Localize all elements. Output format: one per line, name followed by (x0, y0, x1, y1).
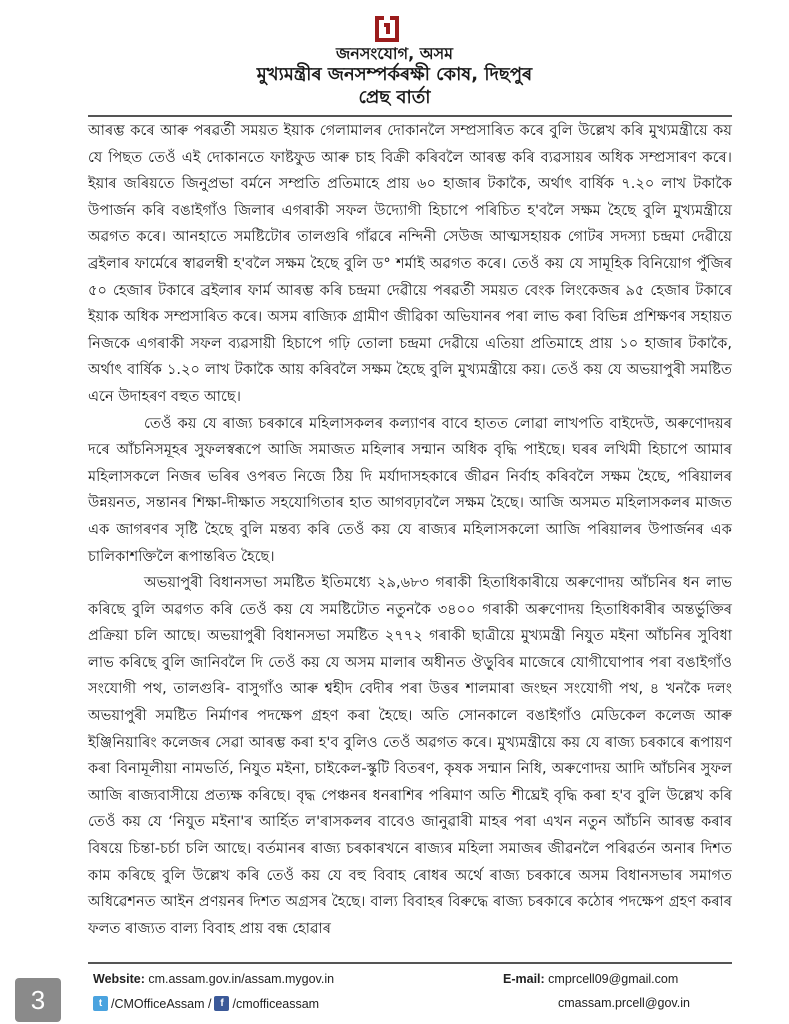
page-number-badge: 3 (15, 978, 61, 1022)
paragraph: তেওঁ কয় যে ৰাজ্য চৰকাৰে মহিলাসকলৰ কল্যাণৰ বাবে হাতত লোৱা লাখপতি বাইদেউ, অৰুণোদয়ৰ দৰে আঁচনিসমূহৰ সুফলস্বৰূপে আজি সমাজত মহিলাৰ সন্মান অধিক বৃদ্ধি পাইছে। ঘৰৰ লখিমী হিচাপে আমাৰ মহিলাসকলে নিজৰ ভৰিৰ ওপৰত নিজে ঠিয় দি মৰ্যাদাসহকাৰে জীৱন নিৰ্বাহ কৰিবলৈ সক্ষম হৈছে, পৰিয়ালৰ উন্নয়নত, সন্তানৰ শিক্ষা-দীক্ষাত সহযোগিতাৰ হাত আগবঢ়াবলৈ সক্ষম হৈছে। আজি অসমত মহিলাসকলৰ মাজত এক জাগৰণৰ সৃষ্টি হৈছে বুলি মন্তব্য কৰি তেওঁ কয় যে ৰাজ্যৰ মহিলাসকলো আজি পৰিয়ালৰ উপাৰ্জনৰ এক চালিকাশক্তিলৈ ৰূপান্তৰিত হৈছে। (88, 414, 732, 565)
email-link[interactable]: cmprcell09@gmail.com (544, 972, 679, 986)
press-release-body (88, 118, 732, 942)
facebook-icon: f (214, 996, 229, 1011)
organization-name: জনসংযোগ, অসম (335, 44, 454, 63)
email-secondary-link[interactable]: cmassam.prcell@gov.in (558, 996, 690, 1010)
email-line (503, 972, 678, 986)
paragraph: অভয়াপুৰী বিধানসভা সমষ্টিত ইতিমধ্যে ২৯,৬৮৩ গৰাকী হিতাধিকাৰীয়ে অৰুণোদয় আঁচনিৰ ধন লাভ কৰিছে বুলি অৱগত কৰি তেওঁ কয় যে সমষ্টিটোত নতুনকৈ ৩৪০০ গৰাকী অৰুণোদয় হিতাধিকাৰীৰ অন্তৰ্ভুক্তিৰ প্ৰক্ৰিয়া চলি আছে। অভয়াপুৰী বিধানসভা সমষ্টিত ২৭৭২ গৰাকী ছাত্ৰীয়ে মুখ্যমন্ত্ৰী নিযুত মইনা আঁচনিৰ সুবিধা লাভ কৰিছে বুলি জানিবলৈ দি তেওঁ কয় যে অসম মালাৰ অধীনত ঔড়ুবিৰ মাজেৰে যোগীঘোপাৰ পৰা বঙাইগাঁও সংযোগী পথ, তালগুৰি- বাসুগাঁও আৰু শ্বহীদ বেদীৰ পৰা উত্তৰ শালমাৰা জংছন সংযোগী পথ, ৪ খনকৈ দলং অভয়াপুৰী সমষ্টিত নিৰ্মাণৰ পদক্ষেপ গ্ৰহণ কৰা হৈছে। অতি সোনকালে বঙাইগাঁও মেডিকেল কলেজ আৰু ইঞ্জিনিয়াৰিং কলেজৰ সেৱা আৰম্ভ কৰা হ'ব বুলিও তেওঁ অৱগত কৰে। মুখ্যমন্ত্ৰীয়ে কয় যে ৰাজ্য চৰকাৰে ৰূপায়ণ কৰা বিনামূলীয়া নামভৰ্তি, নিযুত মইনা, চাইকেল-স্কুটি বিতৰণ, কৃষক সন্মান নিধি, অৰুণোদয় আদি আঁচনিৰ সুফল আজি ৰাজ্যবাসীয়ে প্ৰত্যক্ষ কৰিছে। বৃদ্ধ পেঞ্চনৰ ধনৰাশিৰ পৰিমাণ অতি শীঘ্ৰেই বৃদ্ধি কৰা হ'ব বুলি উল্লেখ কৰি তেওঁ কয় যে ‘নিযুত মইনা'ৰ আৰ্হিত ল'ৰাসকলৰ বাবেও জানুৱাৰী মাহৰ পৰা এখন নতুন আঁচনি আৰম্ভ কৰাৰ বিষয়ে চিন্তা-চৰ্চা চলি আছে। বৰ্তমানৰ ৰাজ্য চৰকাৰখনে ৰাজ্যৰ মহিলা সমাজৰ জীৱনলৈ পৰিৱৰ্তন অনাৰ দিশত কাম কৰিছে বুলি উল্লেখ কৰি তেওঁ কয় যে বহু বিবাহ ৰোধৰ অৰ্থে ৰাজ্য চৰকাৰে অসম বিধানসভাৰ সমাগত অধিৱেশনত আইন প্ৰণয়নৰ দিশত অগ্ৰসৰ হৈছে। বাল্য বিবাহৰ বিৰুদ্ধে ৰাজ্য চৰকাৰে কঠোৰ পদক্ষেপ গ্ৰহণ কৰাৰ ফলত ৰাজ্যত বাল্য বিবাহ প্ৰায় বন্ধ হোৱাৰ (88, 574, 732, 937)
footer-divider (88, 962, 732, 964)
twitter-icon: t (93, 996, 108, 1011)
header-divider (88, 115, 732, 117)
website-line (93, 972, 334, 986)
email-label: E-mail: (503, 972, 545, 986)
website-link[interactable]: cm.assam.gov.in/assam.mygov.in (144, 972, 335, 986)
office-name: মুখ্যমন্ত্ৰীৰ জনসম্পৰ্কৰক্ষী কোষ, দিছপুৰ (256, 64, 533, 85)
document-type-title: প্ৰেছ বাৰ্তা (358, 87, 431, 108)
twitter-handle[interactable]: /CMOfficeAssam / (111, 996, 212, 1011)
website-label: Website: (93, 972, 145, 986)
cm-office-logo-icon (372, 14, 402, 44)
social-line (93, 996, 319, 1011)
facebook-handle[interactable]: /cmofficeassam (232, 996, 320, 1011)
paragraph: আৰম্ভ কৰে আৰু পৰৱৰ্তী সময়ত ইয়াক গেলামালৰ দোকানলৈ সম্প্ৰসাৰিত কৰে বুলি উল্লেখ কৰি মুখ্যমন্ত্ৰীয়ে কয় যে পিছত তেওঁ এই দোকানতে ফাষ্টফুড আৰু চাহ বিক্ৰী কৰিবলৈ আৰম্ভ কৰি ব্যৱসায়ৰ অধিক সম্প্ৰসাৰণ কৰে। ইয়াৰ জৰিয়তে জিনুপ্ৰভা বৰ্মনে সম্প্ৰতি প্ৰতিমাহে প্ৰায় ৬০ হাজাৰ টকাকৈ, অৰ্থাৎ বাৰ্ষিক ৭.২০ লাখ টকাকৈ উপাৰ্জন কৰি বঙাইগাঁও জিলাৰ এগৰাকী সফল উদ্যোগী হিচাপে পৰিচিত হ'বলৈ সক্ষম হৈছে বুলি মুখ্যমন্ত্ৰীয়ে অৱগত কৰে। আনহাতে সমষ্টিটোৰ তালগুৰি গাঁৱৰে নন্দিনী সেউজ আত্মসহায়ক গোটৰ সদস্যা চন্দ্ৰমা দেৱীয়ে ব্ৰইলাৰ ফাৰ্মেৰে স্বাৱলম্বী হ'বলৈ সক্ষম হৈছে বুলি ড° শৰ্মাই অৱগত কৰে। তেওঁ কয় যে সামূহিক বিনিয়োগ পুঁজিৰ ৫০ হেজাৰ টকাৰে ব্ৰইলাৰ ফাৰ্ম আৰম্ভ কৰি চন্দ্ৰমা দেৱীয়ে পৰৱৰ্তী সময়ত বেংক লিংকেজৰ ৯৫ হেজাৰ টকাৰে ইয়াক অধিক সম্প্ৰসাৰিত কৰে। অসম ৰাজ্যিক গ্ৰামীণ জীৱিকা অভিযানৰ পৰা লাভ কৰা বিভিন্ন প্ৰশিক্ষণৰ সহায়ত নিজকে এগৰাকী সফল ব্যৱসায়ী হিচাপে গঢ়ি তোলা চন্দ্ৰমা দেৱীয়ে এতিয়া প্ৰতিমাহে প্ৰায় ১০ হাজাৰ টকাকৈ, অৰ্থাৎ বাৰ্ষিক ১.২০ লাখ টকাকৈ আয় কৰিবলৈ সক্ষম হৈছে বুলি মুখ্যমন্ত্ৰীয়ে কয়। তেওঁ কয় যে অভয়াপুৰী সমষ্টিত এনে উদাহৰণ বহুত আছে। (88, 122, 732, 405)
